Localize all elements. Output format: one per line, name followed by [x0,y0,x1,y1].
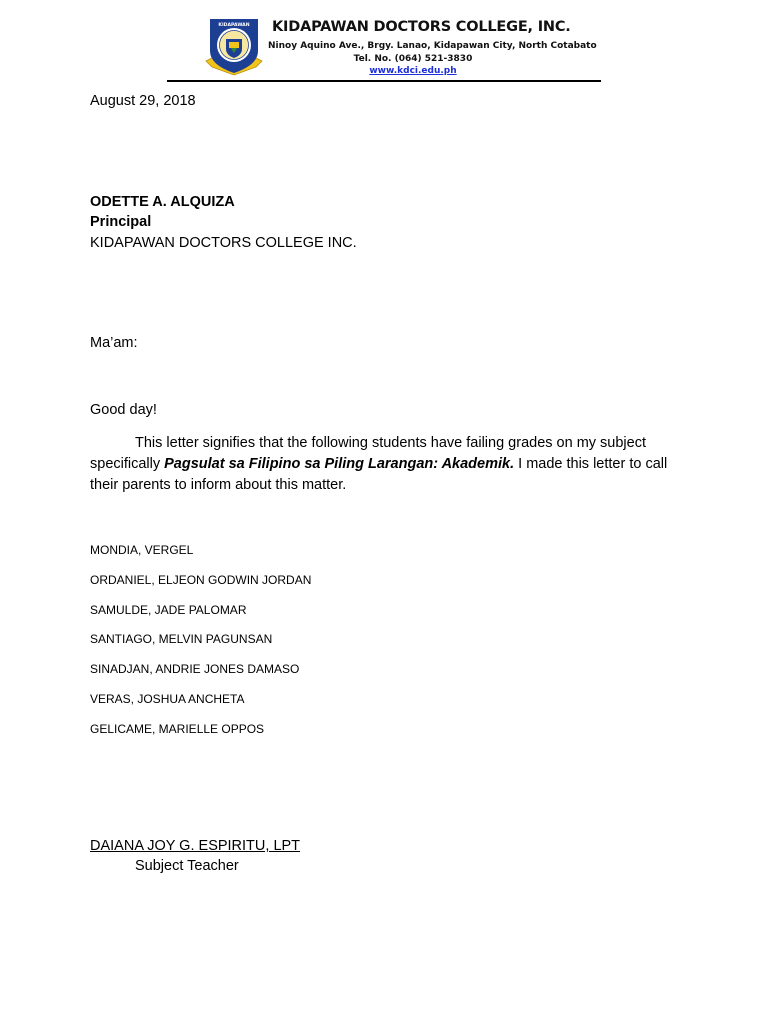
paragraph-text-part2: I made this letter to call their parents to inform about this matter. [90,456,668,493]
signatory-name: DAIANA JOY G. ESPIRITU, LPT [90,838,301,854]
recipient-name: ODETTE A. ALQUIZA [90,194,235,210]
school-website-link[interactable]: www.kdci.edu.ph [369,66,457,76]
school-logo [204,17,264,79]
recipient-title: Principal [90,214,152,230]
letterhead-divider [167,80,601,82]
paragraph-text-part1: This letter signifies that the following students have failing grades on my subject specifically [90,435,646,472]
student-name: SINADJAN, ANDRIE JONES DAMASO [90,662,300,677]
letter-date: August 29, 2018 [90,93,196,109]
greeting: Good day! [90,402,157,418]
student-name: ORDANIEL, ELJEON GODWIN JORDAN [90,572,312,587]
school-name: KIDAPAWAN DOCTORS COLLEGE, INC. [272,19,571,35]
student-name: VERAS, JOSHUA ANCHETA [90,691,245,706]
subject-name: Pagsulat sa Filipino sa Piling Larangan: Akademik. [164,456,515,472]
signatory-title: Subject Teacher [135,858,239,874]
svg-text:KIDAPAWAN: KIDAPAWAN [218,23,250,28]
school-address: Ninoy Aquino Ave., Brgy. Lanao, Kidapawan City, North Cotabato [268,41,597,51]
recipient-organization: KIDAPAWAN DOCTORS COLLEGE INC. [90,235,357,251]
student-list [90,542,311,751]
salutation: Ma’am: [90,335,138,351]
student-name: MONDIA, VERGEL [90,543,194,557]
letter-paragraph [90,433,680,496]
student-name: SAMULDE, JADE PALOMAR [90,602,247,617]
student-name: GELICAME, MARIELLE OPPOS [90,721,265,736]
school-telephone: Tel. No. (064) 521-3830 [353,54,473,64]
student-name: SANTIAGO, MELVIN PAGUNSAN [90,632,273,647]
